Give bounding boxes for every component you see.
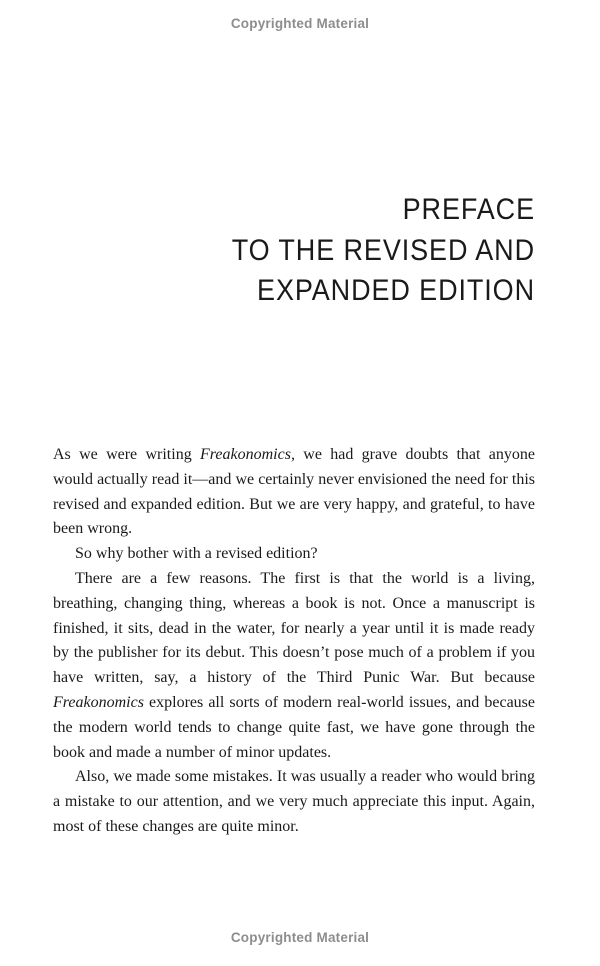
body-text: [53, 443, 535, 840]
copyright-notice-top: Copyrighted Material: [230, 16, 370, 31]
paragraph-text: Also, we made some mistakes. It was usually a reader who would bring a mistake to our attention, and we very much appreciate this input. Again, most of these changes are quite minor.: [53, 768, 535, 835]
paragraph: [53, 542, 535, 567]
paragraph-text: As we were writing: [53, 446, 201, 463]
book-title-italic: Freakonomics,: [200, 446, 295, 463]
chapter-title-line: EXPANDED EDITION: [257, 274, 535, 307]
paragraph-text: explores all sorts of modern real-world issues, and because the modern world tends to change quite fast, we have gone through the book and made a number of minor updates.: [53, 693, 535, 761]
paragraph-text: we had grave doubts that anyone would actually read it—and we certainly never envisioned the need for this revised and expanded edition. But we are very happy, and grateful, to have been wrong.: [53, 446, 536, 538]
paragraph: [53, 567, 535, 765]
paragraph: [53, 443, 535, 542]
chapter-title-line: TO THE REVISED AND: [231, 233, 535, 267]
copyright-notice-bottom: Copyrighted Material: [230, 930, 370, 945]
chapter-title-line: PREFACE: [402, 193, 535, 226]
paragraph: [53, 765, 535, 839]
paragraph-text: So why bother with a revised edition?: [75, 545, 318, 563]
book-title-italic: Freakonomics: [53, 693, 144, 711]
paragraph-text: There are a few reasons. The first is that the world is a living, breathing, changing thing, whereas a book is not. Once a manuscript is finished, it sits, dead in the water, for nearly a year until it is made ready by the publisher for its debut. This doesn’t pose much of a problem if you have written, say, a history of the Third Punic War. But because: [53, 569, 535, 687]
chapter-title: [232, 190, 535, 312]
